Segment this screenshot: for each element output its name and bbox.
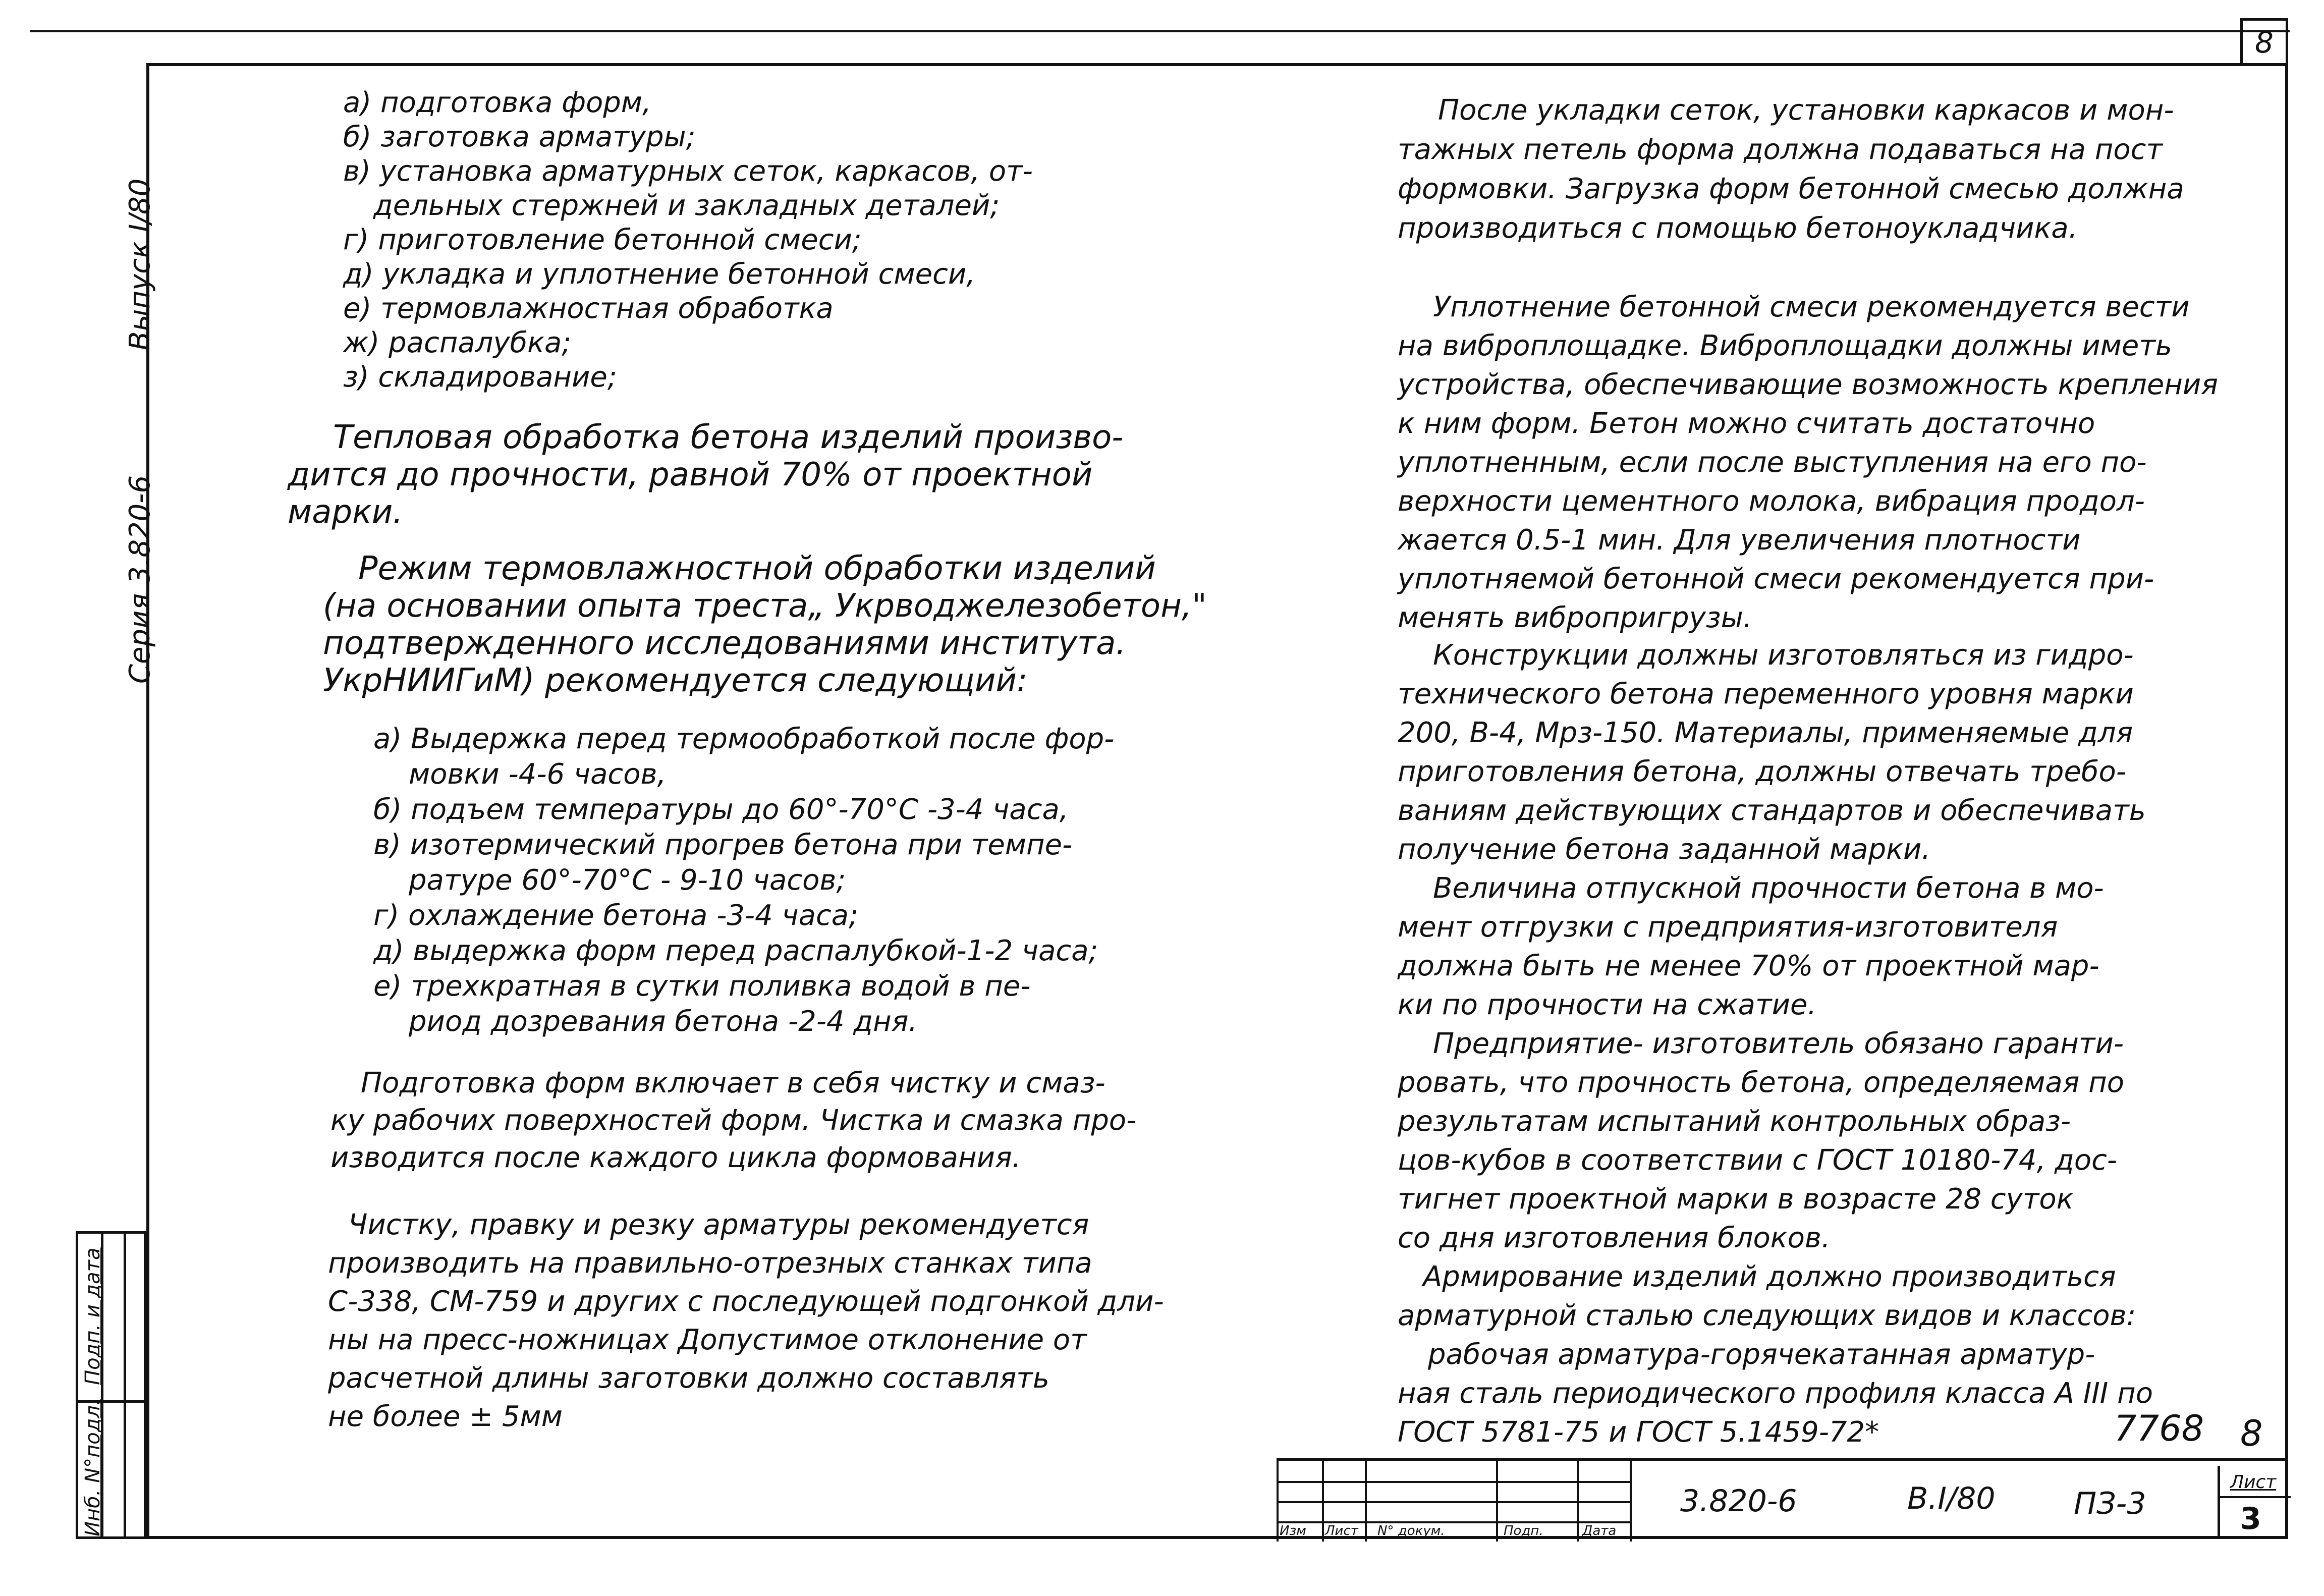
list-item: д) выдержка форм перед распалубкой-1-2 часа; bbox=[373, 934, 1098, 967]
text-line: тигнет проектной марки в возрасте 28 суток bbox=[1398, 1183, 2074, 1216]
text-line: Предприятие- изготовитель обязано гаранти- bbox=[1433, 1027, 2124, 1060]
col-label-doc: N° докум. bbox=[1377, 1523, 1445, 1538]
doc-code: ПЗ-3 bbox=[2074, 1486, 2146, 1521]
stamp-sign-date: Подп. и дата bbox=[81, 1247, 104, 1385]
left-list-stages bbox=[343, 86, 1033, 395]
col-label-change: Изм bbox=[1280, 1523, 1306, 1538]
list-item: б) подъем температуры до 60°-70°С -3-4 часа, bbox=[373, 793, 1069, 826]
text-line: должна быть не менее 70% от проектной мар- bbox=[1398, 950, 2099, 982]
list-item: г) приготовление бетонной смеси; bbox=[343, 224, 862, 256]
text-line: цов-кубов в соответствии с ГОСТ 10180-74, дос- bbox=[1398, 1144, 2118, 1177]
document-number: 7768 bbox=[2114, 1408, 2204, 1449]
grid-col-line bbox=[1577, 1461, 1579, 1542]
text-line: ровать, что прочность бетона, определяемая по bbox=[1398, 1066, 2125, 1099]
series-code: 3.820-6 bbox=[1680, 1483, 1797, 1519]
text-line: производить на правильно-отрезных станках типа bbox=[328, 1247, 1092, 1280]
left-paragraph-rebar bbox=[328, 1206, 1164, 1436]
text-line: получение бетона заданной марки. bbox=[1398, 833, 1931, 866]
col-label-sheet: Лист bbox=[1325, 1523, 1358, 1538]
sheet-box bbox=[2218, 1466, 2291, 1539]
text-line: ку рабочих поверхностей форм. Чистка и смазка про- bbox=[330, 1104, 1137, 1137]
corner-mark: 8 bbox=[2240, 1413, 2263, 1454]
left-paragraph-regime bbox=[323, 550, 1207, 699]
text-line: рабочая арматура-горячекатанная арматур- bbox=[1428, 1338, 2095, 1371]
text-line: Режим термовлажностной обработки изделий bbox=[358, 550, 1156, 587]
text-line: марки. bbox=[288, 493, 403, 531]
right-paragraph-molding bbox=[1398, 91, 2184, 248]
sheet-box-divider bbox=[2220, 1496, 2291, 1498]
text-line: на виброплощадке. Виброплощадки должны иметь bbox=[1398, 329, 2172, 362]
text-line: ваниям действующих стандартов и обеспечивать bbox=[1398, 794, 2146, 827]
text-line: ГОСТ 5781-75 и ГОСТ 5.1459-72* bbox=[1398, 1416, 1879, 1449]
revision-grid bbox=[1277, 1461, 1630, 1542]
text-line: арматурной сталью следующих видов и классов: bbox=[1398, 1299, 2136, 1332]
list-item: а) Выдержка перед термообработкой после фор- bbox=[373, 723, 1115, 755]
text-line: дится до прочности, равной 70% от проектной bbox=[288, 456, 1093, 493]
text-line: уплотненным, если после выступления на его по- bbox=[1398, 446, 2147, 479]
col-label-date: Дата bbox=[1582, 1523, 1617, 1538]
top-border-line bbox=[30, 30, 2290, 32]
text-line: Армирование изделий должно производиться bbox=[1423, 1260, 2116, 1293]
text-line: устройства, обеспечивающие возможность крепления bbox=[1398, 368, 2218, 401]
sidebar-issue: Выпуск I/80 bbox=[124, 178, 156, 351]
sheet-number-box bbox=[2240, 18, 2288, 66]
text-line: После укладки сеток, установки каркасов и мон- bbox=[1438, 94, 2174, 127]
text-line: к ним форм. Бетон можно считать достаточно bbox=[1398, 407, 2095, 440]
list-item: е) трехкратная в сутки поливка водой в пе- bbox=[373, 970, 1031, 1003]
text-line: Чистку, правку и резку арматуры рекомендуется bbox=[348, 1208, 1089, 1241]
text-line: не более ± 5мм bbox=[328, 1400, 563, 1433]
list-item: з) складирование; bbox=[343, 361, 617, 394]
left-list-regime bbox=[373, 722, 1114, 1039]
text-line: Тепловая обработка бетона изделий произво- bbox=[333, 419, 1124, 456]
text-line: менять вибропригрузы. bbox=[1398, 601, 1752, 634]
text-line: ны на пресс-ножницах Допустимое отклонение от bbox=[328, 1324, 1087, 1356]
grid-col-line bbox=[1322, 1461, 1324, 1542]
stamp-column-line bbox=[124, 1234, 126, 1536]
stamp-inv-no: Инб. N°подл. bbox=[81, 1399, 104, 1536]
side-stamp bbox=[76, 1231, 146, 1539]
sheet-number: 8 bbox=[2255, 25, 2274, 60]
text-line: Величина отпускной прочности бетона в мо- bbox=[1433, 872, 2104, 905]
right-paragraph-concrete bbox=[1398, 636, 2153, 1452]
list-item: риод дозревания бетона -2-4 дня. bbox=[409, 1005, 918, 1038]
text-line: технического бетона переменного уровня марки bbox=[1398, 678, 2134, 710]
list-item: в) изотермический прогрев бетона при темпе- bbox=[373, 829, 1073, 861]
left-paragraph-forms bbox=[330, 1065, 1136, 1177]
list-item: дельных стержней и закладных деталей; bbox=[373, 189, 1000, 222]
grid-col-line bbox=[1630, 1461, 1632, 1542]
text-line: Конструкции должны изготовляться из гидро- bbox=[1433, 639, 2134, 672]
text-line: уплотняемой бетонной смеси рекомендуется при- bbox=[1398, 563, 2154, 595]
text-line: (на основании опыта треста„ Укрводжелезобетон," bbox=[323, 587, 1207, 625]
list-item: ж) распалубка; bbox=[343, 326, 572, 359]
list-item: д) укладка и уплотнение бетонной смеси, bbox=[343, 258, 976, 291]
text-line: со дня изготовления блоков. bbox=[1398, 1222, 1831, 1254]
text-line: ная сталь периодического профиля класса А III по bbox=[1398, 1377, 2153, 1410]
grid-col-line bbox=[1277, 1461, 1279, 1542]
list-item: мовки -4-6 часов, bbox=[409, 758, 667, 791]
list-item: а) подготовка форм, bbox=[343, 86, 651, 119]
left-paragraph-heat bbox=[288, 419, 1123, 531]
list-item: в) установка арматурных сеток, каркасов, от- bbox=[343, 155, 1033, 188]
col-label-sign: Подп. bbox=[1504, 1523, 1543, 1538]
list-item: г) охлаждение бетона -3-4 часа; bbox=[373, 899, 858, 932]
text-line: формовки. Загрузка форм бетонной смесью должна bbox=[1398, 173, 2184, 205]
list-item: б) заготовка арматуры; bbox=[343, 121, 696, 153]
issue-code: В.I/80 bbox=[1907, 1481, 1996, 1516]
text-line: Уплотнение бетонной смеси рекомендуется вести bbox=[1433, 291, 2190, 323]
text-line: верхности цементного молока, вибрация продол- bbox=[1398, 485, 2145, 518]
text-line: С-338, СМ-759 и других с последующей подгонкой дли- bbox=[328, 1285, 1164, 1318]
text-line: мент отгрузки с предприятия-изготовителя bbox=[1398, 911, 2058, 944]
grid-col-line bbox=[1496, 1461, 1498, 1542]
text-line: изводится после каждого цикла формования. bbox=[330, 1141, 1021, 1174]
text-line: приготовления бетона, должны отвечать требо- bbox=[1398, 755, 2126, 788]
sidebar-series: Серия 3.820-6 bbox=[124, 475, 156, 684]
right-paragraph-compaction bbox=[1398, 288, 2218, 637]
text-line: 200, В-4, Мрз-150. Материалы, применяемые для bbox=[1398, 717, 2133, 749]
text-line: результатам испытаний контрольных образ- bbox=[1398, 1105, 2071, 1138]
text-line: подтвержденного исследованиями института. bbox=[323, 625, 1126, 662]
list-item: е) термовлажностная обработка bbox=[343, 292, 834, 325]
text-line: расчетной длины заготовки должно составлять bbox=[328, 1362, 1049, 1395]
text-line: УкрНИИГиМ) рекомендуется следующий: bbox=[323, 662, 1028, 699]
list-item: ратуре 60°-70°С - 9-10 часов; bbox=[409, 864, 846, 897]
sheet-label: Лист bbox=[2230, 1472, 2277, 1493]
title-block bbox=[1277, 1458, 2288, 1542]
text-line: производиться с помощью бетоноукладчика. bbox=[1398, 212, 2078, 245]
sheet-value: 3 bbox=[2240, 1501, 2261, 1536]
text-line: Подготовка форм включает в себя чистку и смаз- bbox=[361, 1067, 1105, 1099]
text-line: ки по прочности на сжатие. bbox=[1398, 988, 1817, 1021]
text-line: тажных петель форма должна подаваться на пост bbox=[1398, 133, 2163, 166]
text-line: жается 0.5-1 мин. Для увеличения плотности bbox=[1398, 524, 2081, 557]
grid-col-line bbox=[1365, 1461, 1367, 1542]
